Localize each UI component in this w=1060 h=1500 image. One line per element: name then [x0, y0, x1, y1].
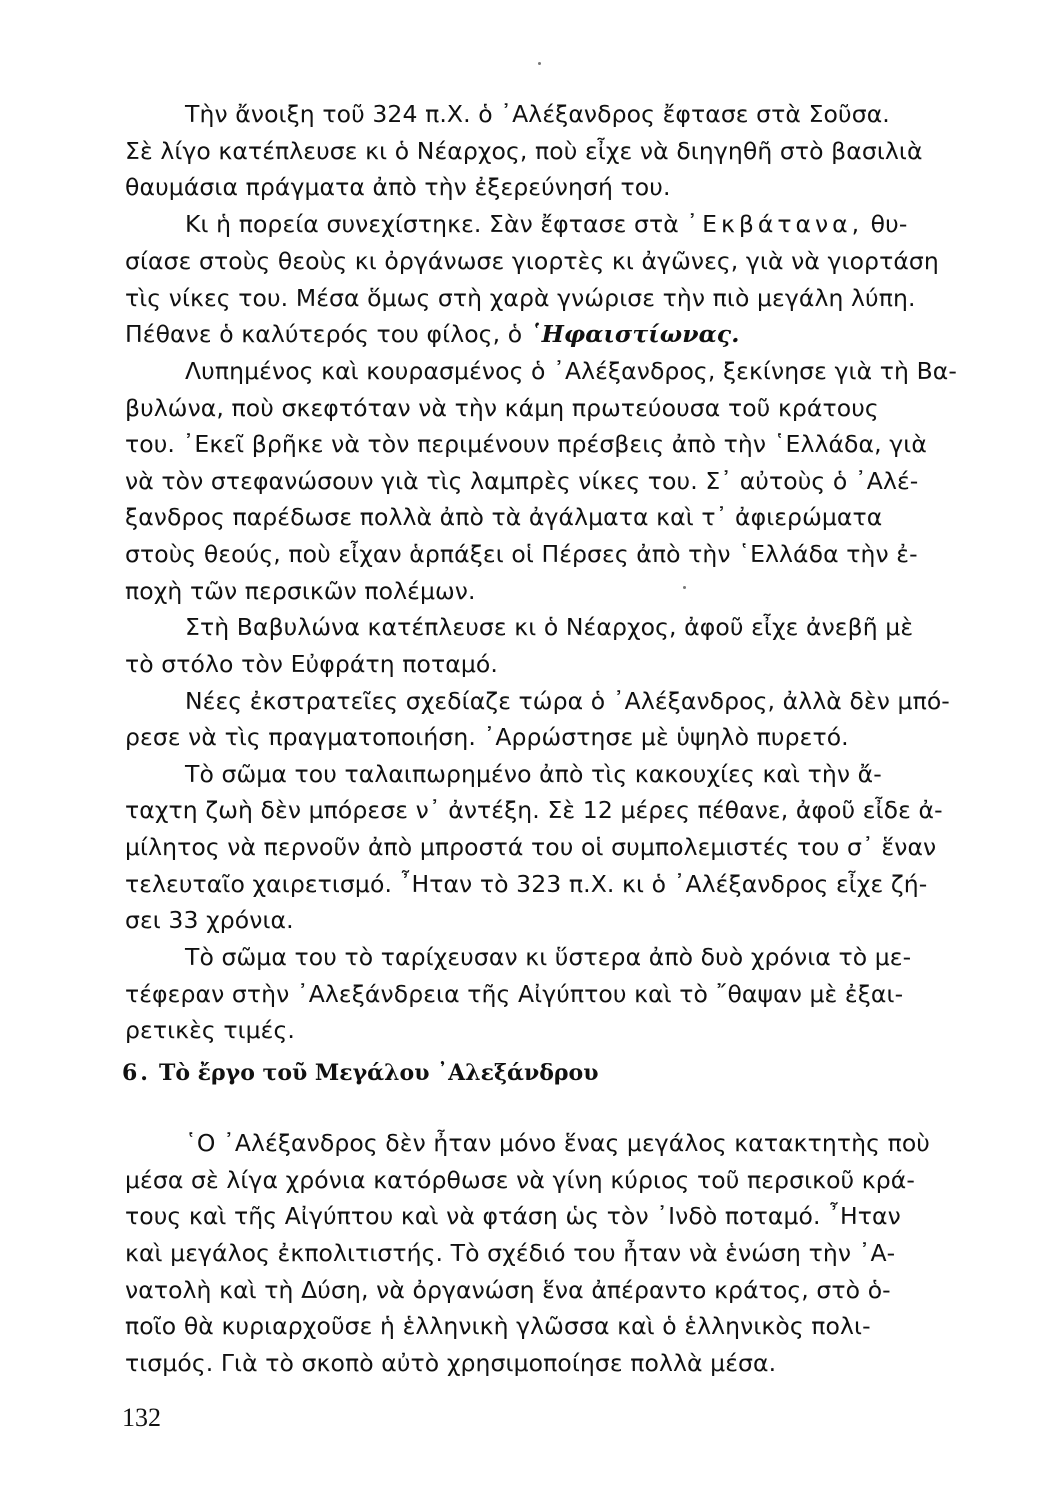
text-line: νατολὴ καὶ τὴ Δύση, νὰ ὀργανώση ἕνα ἀπέραντο κράτος, στὸ ὁ- — [125, 1276, 891, 1304]
text-line: σίασε στοὺς θεοὺς κι ὀργάνωσε γιορτὲς κι ἀγῶνες, γιὰ νὰ γιορτάση — [125, 247, 939, 275]
text-line: νὰ τὸν στεφανώσουν γιὰ τὶς λαμπρὲς νίκες του. Σ᾿ αὐτοὺς ὁ ᾿Αλέ- — [125, 467, 919, 495]
text-span: θυ- — [870, 210, 908, 238]
text-line: ῾Ο ᾿Αλέξανδρος δὲν ἦταν μόνο ἕνας μεγάλος κατακτητὴς ποὺ — [185, 1129, 931, 1157]
text-line: Τὴν ἄνοιξη τοῦ 324 π.Χ. ὁ ᾿Αλέξανδρος ἔφτασε στὰ Σοῦσα. — [185, 100, 890, 128]
section-number: 6. — [122, 1060, 151, 1086]
text-line: ποῖο θὰ κυριαρχοῦσε ἡ ἑλληνικὴ γλῶσσα καὶ ὁ ἑλληνικὸς πολι- — [125, 1312, 871, 1340]
text-line: ρεσε νὰ τὶς πραγματοποιήση. ᾿Αρρώστησε μὲ ὑψηλὸ πυρετό. — [125, 723, 849, 751]
text-line: ποχὴ τῶν περσικῶν πολέμων. — [125, 577, 476, 605]
text-line: μίλητος νὰ περνοῦν ἀπὸ μπροστά του οἱ συμπολεμιστές του σ᾿ ἕναν — [125, 833, 937, 861]
text-line — [185, 209, 977, 239]
place-name-emphasis: ᾿Εκβάτανα, — [686, 210, 864, 238]
paper-speck — [683, 586, 686, 589]
page-number: 132 — [122, 1403, 161, 1432]
text-line: τὸ στόλο τὸν Εὐφράτη ποταμό. — [125, 650, 498, 678]
section-heading — [122, 1058, 598, 1088]
text-line: ξανδρος παρέδωσε πολλὰ ἀπὸ τὰ ἀγάλματα καὶ τ᾿ ἀφιερώματα — [125, 503, 883, 531]
text-line: ταχτη ζωὴ δὲν μπόρεσε ν᾿ ἀντέξη. Σὲ 12 μέρες πέθανε, ἀφοῦ εἶδε ἀ- — [125, 796, 943, 824]
text-span: Κι ἡ πορεία συνεχίστηκε. Σὰν ἔφτασε στὰ — [185, 210, 679, 238]
text-line: Τὸ σῶμα του ταλαιπωρημένο ἀπὸ τὶς κακουχίες καὶ τὴν ἄ- — [185, 760, 882, 788]
text-line: τὶς νίκες του. Μέσα ὅμως στὴ χαρὰ γνώρισε τὴν πιὸ μεγάλη λύπη. — [125, 284, 916, 312]
text-line — [125, 319, 977, 349]
section-title: Τὸ ἔργο τοῦ Μεγάλου ᾿Αλεξάνδρου — [158, 1060, 599, 1086]
text-line: ρετικὲς τιμές. — [125, 1016, 295, 1044]
text-line: τελευταῖο χαιρετισμό. ῏Ηταν τὸ 323 π.Χ. κι ὁ ᾿Αλέξανδρος εἶχε ζή- — [125, 870, 928, 898]
text-line: τέφεραν στὴν ᾿Αλεξάνδρεια τῆς Αἰγύπτου καὶ τὸ ῎θαψαν μὲ ἐξαι- — [125, 980, 904, 1008]
text-line: του. ᾿Εκεῖ βρῆκε νὰ τὸν περιμένουν πρέσβεις ἀπὸ τὴν ῾Ελλάδα, γιὰ — [125, 430, 927, 458]
text-line: τους καὶ τῆς Αἰγύπτου καὶ νὰ φτάση ὡς τὸν ᾿Ινδὸ ποταμό. ῏Ηταν — [125, 1202, 901, 1230]
name-emphasis: ῾Ηφαιστίωνας. — [529, 320, 740, 348]
text-line: Τὸ σῶμα του τὸ ταρίχευσαν κι ὕστερα ἀπὸ δυὸ χρόνια τὸ με- — [185, 943, 912, 971]
text-line: Σὲ λίγο κατέπλευσε κι ὁ Νέαρχος, ποὺ εἶχε νὰ διηγηθῆ στὸ βασιλιὰ — [125, 137, 923, 165]
text-line: σει 33 χρόνια. — [125, 906, 294, 934]
text-line: μέσα σὲ λίγα χρόνια κατόρθωσε νὰ γίνη κύριος τοῦ περσικοῦ κρά- — [125, 1166, 915, 1194]
text-line: στοὺς θεούς, ποὺ εἶχαν ἁρπάξει οἱ Πέρσες ἀπὸ τὴν ῾Ελλάδα τὴν ἐ- — [125, 540, 918, 568]
text-line: Στὴ Βαβυλώνα κατέπλευσε κι ὁ Νέαρχος, ἀφοῦ εἶχε ἀνεβῆ μὲ — [185, 613, 914, 641]
paper-speck — [538, 62, 541, 65]
text-span: Πέθανε ὁ καλύτερός του φίλος, ὁ — [125, 320, 523, 348]
text-line: καὶ μεγάλος ἐκπολιτιστής. Τὸ σχέδιό του ἦταν νὰ ἑνώση τὴν ᾿Α- — [125, 1239, 896, 1267]
text-line: θαυμάσια πράγματα ἀπὸ τὴν ἐξερεύνησή του. — [125, 173, 671, 201]
text-line: τισμός. Γιὰ τὸ σκοπὸ αὐτὸ χρησιμοποίησε πολλὰ μέσα. — [125, 1349, 777, 1377]
text-line: βυλώνα, ποὺ σκεφτόταν νὰ τὴν κάμη πρωτεύουσα τοῦ κράτους — [125, 394, 879, 422]
text-line: Λυπημένος καὶ κουρασμένος ὁ ᾿Αλέξανδρος, ξεκίνησε γιὰ τὴ Βα- — [185, 357, 957, 385]
text-line: Νέες ἐκστρατεῖες σχεδίαζε τώρα ὁ ᾿Αλέξανδρος, ἀλλὰ δὲν μπό- — [185, 687, 950, 715]
